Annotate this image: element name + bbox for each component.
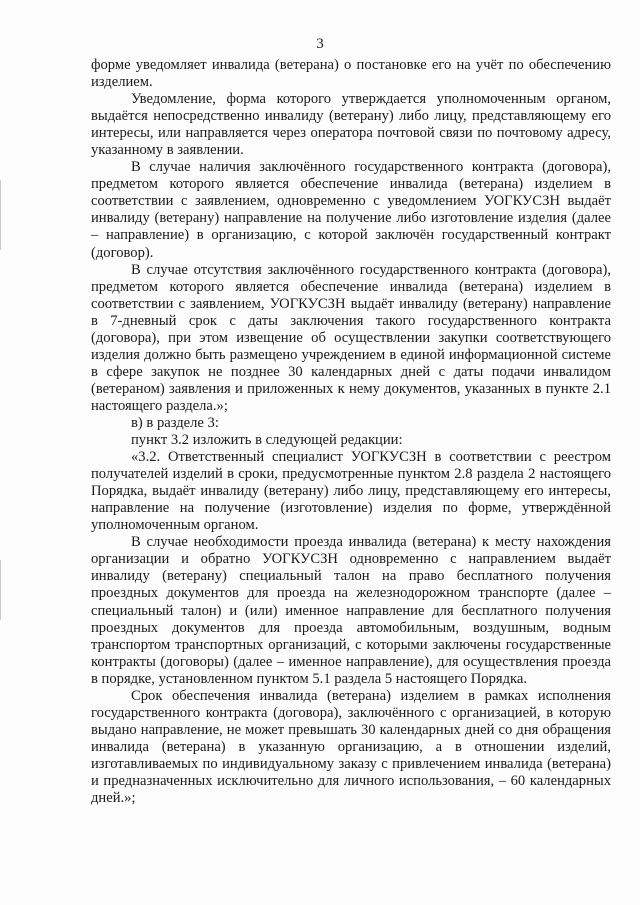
paragraph-travel: В случае необходимости проезда инвалида (ветерана) к месту нахождения организации и обратно УОГКУСЗН одновременно с направлением выдаёт инвалиду (ветерану) специальный талон на право бесплатного получения проездных документов для проезда на железнодорожном транспорте (далее – специальный талон) и (или) именное направление для бесплатного получения проездных документов для проезда автомобильным, воздушным, водным транспортом транспортных организаций, с которыми заключены государственные контракты (договоры) (далее – именное направление), для осуществления проезда в порядке, установленном пунктом 5.1 раздела 5 настоящего Порядка.	[91, 534, 611, 687]
paragraph-item-3-2-intro: пункт 3.2 изложить в следующей редакции:	[131, 432, 403, 449]
page-number: 3	[316, 36, 324, 52]
paragraph-section-3-heading: в) в разделе 3:	[131, 414, 219, 431]
scan-edge-mark	[0, 560, 7, 620]
paragraph-contract-absent: В случае отсутствия заключённого государственного контракта (договора), предметом которого является обеспечение инвалида (ветерана) изделием в соответствии с заявлением, УОГКУСЗН выдаёт инвалиду (ветерану) направление в 7-дневный срок с даты заключения такого государственного контракта (договора), при этом извещение об осуществлении закупки соответствующего изделия должно быть размещено учреждением в единой информационной системе в сфере закупок не позднее 30 календарных дней с даты подачи инвалидом (ветераном) заявления и приложенных к нему документов, указанных в пункте 2.1 настоящего раздела.»;	[91, 261, 611, 414]
paragraph-continuation: форме уведомляет инвалида (ветерана) о постановке его на учёт по обеспечению изделием.	[91, 57, 611, 91]
paragraph-notification-form: Уведомление, форма которого утверждается уполномоченным органом, выдаётся непосредственно инвалиду (ветерану) либо лицу, представляющему его интересы, или направляется через оператора почтовой связи по почтовому адресу, указанному в заявлении.	[91, 91, 611, 159]
paragraph-contract-exists: В случае наличия заключённого государственного контракта (договора), предметом которого является обеспечение инвалида (ветерана) изделием в соответствии с заявлением, одновременно с уведомлением УОГКУСЗН выдаёт инвалиду (ветерану) направление на получение либо изготовление изделия (далее – направление) в организацию, с которой заключён государственный контракт (договор).	[91, 159, 611, 261]
paragraph-term: Срок обеспечения инвалида (ветерана) изделием в рамках исполнения государственного контракта (договора), заключённого с организацией, в которую выдано направление, не может превышать 30 календарных дней со дня обращения инвалида (ветерана) в указанную организацию, а в отношении изделий, изготавливаемых по индивидуальному заказу с привлечением инвалида (ветерана) и предназначенных исключительно для личного использования, – 60 календарных дней.»;	[91, 687, 611, 807]
document-body	[91, 57, 611, 807]
scan-edge-mark	[0, 180, 7, 250]
paragraph-item-3-2: «3.2. Ответственный специалист УОГКУСЗН в соответствии с реестром получателей изделий в сроки, предусмотренные пунктом 2.8 раздела 2 настоящего Порядка, выдаёт инвалиду (ветерану) либо лицу, представляющему его интересы, направление на получение (изготовление) изделия по форме, утверждённой уполномоченным органом.	[91, 449, 611, 534]
